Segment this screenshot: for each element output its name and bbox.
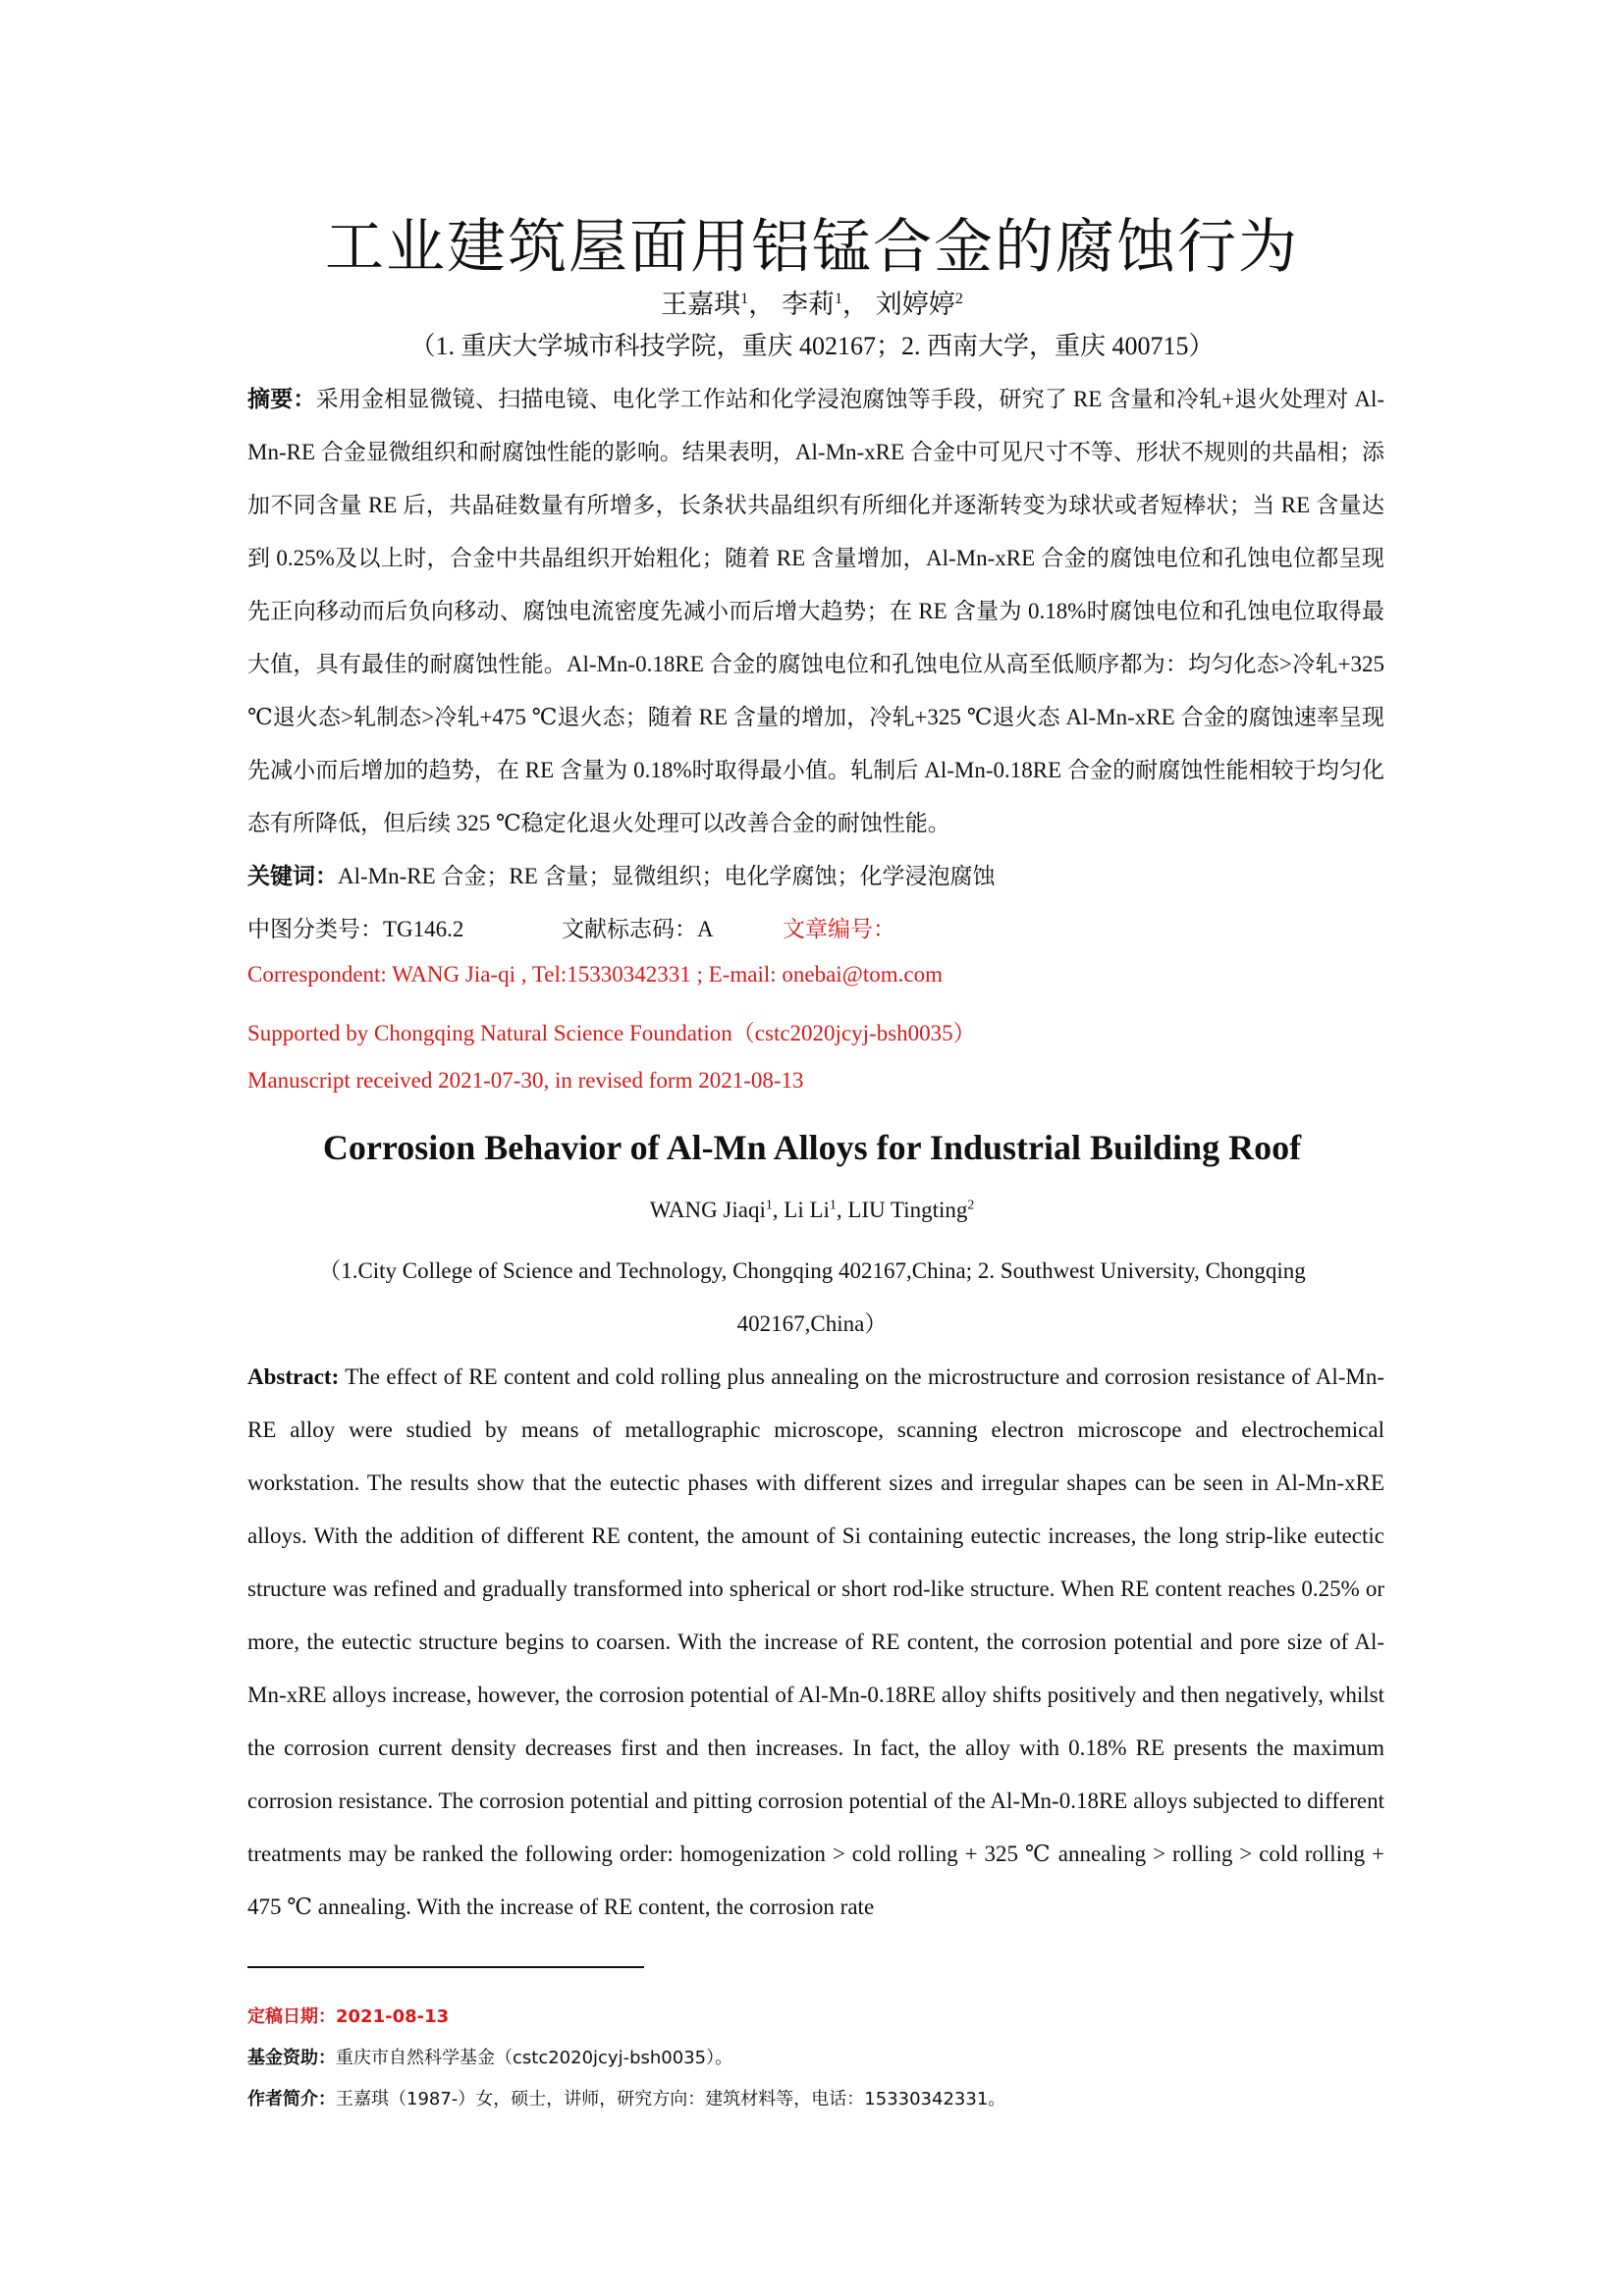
classification-line (247, 903, 1384, 956)
english-title: Corrosion Behavior of Al-Mn Alloys for Industrial Building Roof (322, 1128, 1302, 1167)
english-abstract-text: The effect of RE content and cold rolling plus annealing on the microstructure and corrosion resistance of Al-Mn-RE alloy were studied by means of metallographic microscope, scanning electron microscope and electrochemical workstation. The results show that the eutectic phases with different sizes and irregular shapes can be seen in Al-Mn-xRE alloys. With the addition of different RE content, the amount of Si containing eutectic increases, the long strip-like eutectic structure was refined and gradually transformed into spherical or short rod-like structure. When RE content reaches 0.25% or more, the eutectic structure begins to coarsen. With the increase of RE content, the corrosion potential and pore size of Al-Mn-xRE alloys increase, however, the corrosion potential of Al-Mn-0.18RE alloy shifts positively and then negatively, whilst the corrosion current density decreases first and then increases. In fact, the alloy with 0.18% RE presents the maximum corrosion resistance. The corrosion potential and pitting corrosion potential of the Al-Mn-0.18RE alloys subjected to different treatments may be ranked the following order: homogenization > cold rolling + 325 ℃ annealing > rolling > cold rolling + 475 ℃ annealing. With the increase of RE content, the corrosion rate (247, 1364, 1384, 1919)
keywords-label: 关键词： (247, 864, 338, 889)
author-affiliation-mark: 2 (967, 1197, 975, 1212)
footnote-author (247, 2085, 1005, 2110)
article-number: 文章编号： (783, 917, 895, 941)
correspondent-line: Correspondent: WANG Jia-qi , Tel:15330342331 ; E-mail: onebai@tom.com (247, 962, 943, 987)
author-affiliation-mark: 1 (829, 1197, 837, 1212)
author-separator: , (836, 1198, 848, 1222)
english-affiliation: （1.City College of Science and Technology, Chongqing 402167,China; 2. Southwest University, Chongqing 402167,China） (318, 1258, 1306, 1336)
chinese-abstract (247, 373, 1384, 850)
footnote-date (247, 2002, 449, 2028)
document-code: 文献标志码：A (562, 917, 714, 941)
keywords-text: Al-Mn-RE 合金；RE 含量；显微组织；电化学腐蚀；化学浸泡腐蚀 (338, 864, 996, 888)
class-number: 中图分类号：TG146.2 (247, 917, 464, 941)
footnote-divider (247, 1966, 644, 1968)
author-separator: , (772, 1198, 785, 1222)
fund-value: 重庆市自然科学基金（cstc2020jcyj-bsh0035）。 (336, 2048, 733, 2068)
date-value: 2021-08-13 (336, 2006, 450, 2027)
author-name: WANG Jiaqi (649, 1198, 766, 1222)
author-separator: ， (748, 290, 776, 319)
received-line: Manuscript received 2021-07-30, in revised form 2021-08-13 (247, 1068, 804, 1093)
author-name: 李莉 (781, 290, 835, 319)
english-abstract-label: Abstract: (247, 1364, 340, 1389)
author-affiliation-mark: 1 (740, 290, 749, 307)
author-bio-label: 作者简介： (247, 2089, 336, 2109)
author-separator: ， (842, 290, 870, 319)
chinese-abstract-text: 采用金相显微镜、扫描电镜、电化学工作站和化学浸泡腐蚀等手段，研究了 RE 含量和冷轧+退火处理对 Al-Mn-RE 合金显微组织和耐腐蚀性能的影响。结果表明，Al-Mn-xRE 合金中可见尺寸不等、形状不规则的共晶相；添加不同含量 RE 后，共晶硅数量有所增多，长条状共晶组织有所细化并逐渐转变为球状或者短棒状；当 RE 含量达到 0.25%及以上时，合金中共晶组织开始粗化；随着 RE 含量增加，Al-Mn-xRE 合金的腐蚀电位和孔蚀电位都呈现先正向移动而后负向移动、腐蚀电流密度先减小而后增大趋势；在 RE 含量为 0.18%时腐蚀电位和孔蚀电位取得最大值，具有最佳的耐腐蚀性能。Al-Mn-0.18RE 合金的腐蚀电位和孔蚀电位从高至低顺序都为：均匀化态>冷轧+325 ℃退火态>轧制态>冷轧+475 ℃退火态；随着 RE 含量的增加，冷轧+325 ℃退火态 Al-Mn-xRE 合金的腐蚀速率呈现先减小而后增加的趋势，在 RE 含量为 0.18%时取得最小值。轧制后 Al-Mn-0.18RE 合金的耐腐蚀性能相较于均匀化态有所降低，但后续 325 ℃稳定化退火处理可以改善合金的耐蚀性能。 (247, 387, 1384, 835)
author-name: LIU Tingting (847, 1198, 968, 1222)
author-bio-value: 王嘉琪（1987-）女，硕士，讲师，研究方向：建筑材料等，电话：15330342331。 (336, 2089, 1006, 2109)
english-abstract (247, 1351, 1384, 1934)
author-affiliation-mark: 1 (834, 290, 843, 307)
chinese-affiliation: （1. 重庆大学城市科技学院，重庆 402167；2. 西南大学，重庆 400715） (409, 332, 1215, 360)
author-affiliation-mark: 2 (954, 290, 963, 307)
author-name: Li Li (784, 1198, 830, 1222)
footnote-funding (247, 2044, 732, 2069)
funding-line: Supported by Chongqing Natural Science Foundation（cstc2020jcyj-bsh0035） (247, 1021, 976, 1045)
date-label: 定稿日期： (247, 2006, 336, 2027)
chinese-keywords (247, 850, 1384, 903)
author-name: 王嘉琪 (661, 290, 741, 319)
chinese-abstract-label: 摘要： (247, 387, 316, 412)
fund-label: 基金资助： (247, 2048, 336, 2068)
english-authors (0, 1198, 1624, 1223)
author-affiliation-mark: 1 (765, 1197, 773, 1212)
chinese-authors (0, 283, 1624, 321)
author-name: 刘婷婷 (875, 290, 955, 319)
chinese-title: 工业建筑屋面用铝锰合金的腐蚀行为 (325, 213, 1299, 282)
